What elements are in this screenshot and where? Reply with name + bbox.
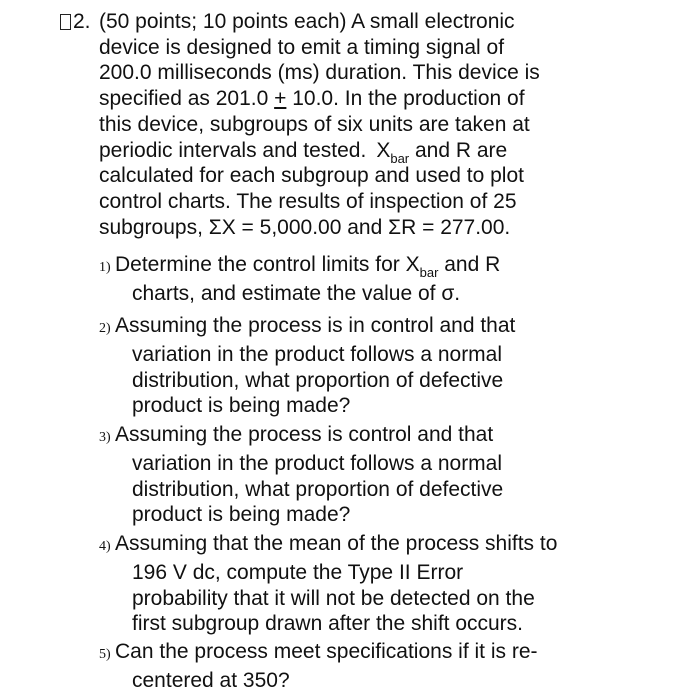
statement-line: subgroups, ΣX = 5,000.00 and ΣR = 277.00.: [99, 215, 511, 239]
question-number: 5): [99, 647, 111, 662]
question-2: 2) Assuming the process is in control and that variation in the product follows a normal distribution, what proportion of defective product is being made?: [99, 314, 516, 418]
statement-line: (50 points; 10 points each) A small electronic: [99, 10, 515, 33]
question-number: 2): [99, 321, 111, 336]
question-1: 1) Determine the control limits for $X_{bar}$ and R charts, and estimate the value of σ.: [99, 253, 501, 305]
question-number: 4): [99, 539, 111, 554]
checkbox-glyph-icon: [60, 14, 71, 30]
statement-line: periodic intervals and tested. $X_{bar}$ and R are: [99, 138, 508, 166]
plus-minus-symbol: +: [274, 87, 287, 111]
statement-line: specified as 201.0 + 10.0. In the production of: [99, 87, 525, 111]
subscript-bar: bar: [419, 265, 439, 280]
question-number: 3): [99, 430, 111, 445]
statement-line: this device, subgroups of six units are taken at: [99, 112, 530, 136]
question-5: 5) Can the process meet specifications if it is re- centered at 350?: [99, 640, 538, 692]
question-number: 1): [99, 260, 111, 275]
statement-line: device is designed to emit a timing signal of: [99, 35, 505, 59]
problem-number: 2.: [60, 9, 91, 35]
problem-statement: [99, 9, 599, 240]
subscript-bar: bar: [390, 150, 410, 166]
statement-line: 200.0 milliseconds (ms) duration. This device is: [99, 61, 540, 85]
question-3: 3) Assuming the process is control and that variation in the product follows a normal distribution, what proportion of defective product is being made?: [99, 423, 504, 527]
statement-line: calculated for each subgroup and used to plot: [99, 164, 524, 188]
statement-line: control charts. The results of inspection of 25: [99, 189, 517, 213]
question-4: 4) Assuming that the mean of the process shifts to 196 V dc, compute the Type II Error probability that it will not be detected on the first subgroup drawn after the shift occurs.: [99, 532, 558, 636]
